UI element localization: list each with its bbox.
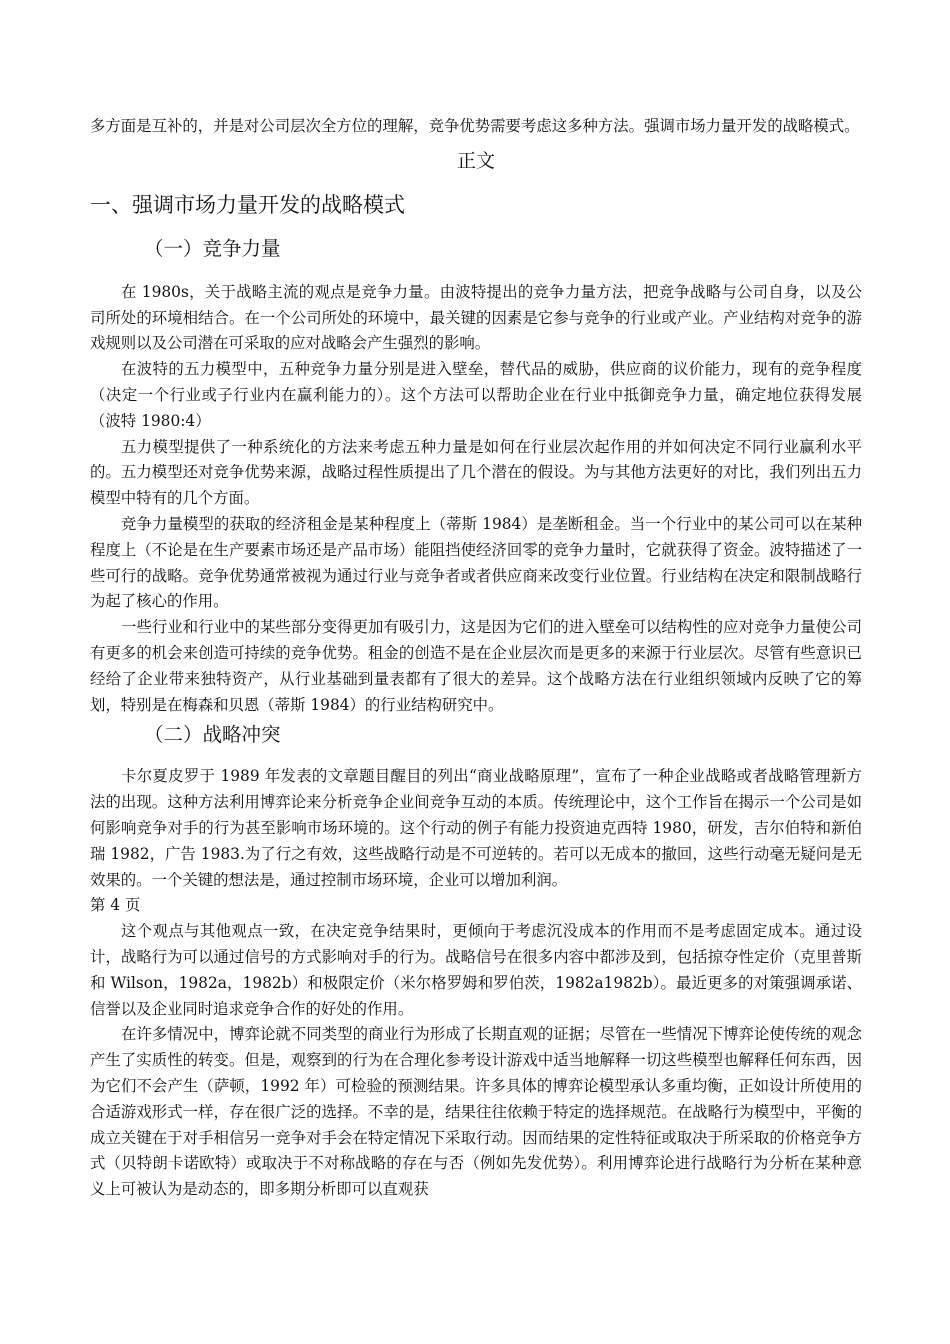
body-paragraph: 五力模型提供了一种系统化的方法来考虑五种力量是如何在行业层次起作用的并如何决定不同行业赢利水平的。五力模型还对竞争优势来源，战略过程性质提出了几个潜在的假设。为与其他方法更好的对比，我们列出五力模型中特有的几个方面。 — [90, 437, 862, 508]
body-paragraph: 在波特的五力模型中，五种竞争力量分别是进入壁垒，替代品的威胁，供应商的议价能力，现有的竞争程度（决定一个行业或子行业内在赢利能力的）。这个方法可以帮助企业在行业中抵御竞争力量，确定地位获得发展（波特 1980:4） — [90, 360, 862, 430]
subsection-2-heading: （二）战略冲突 — [144, 723, 281, 747]
document-page — [90, 114, 862, 1203]
main-title: 正文 — [456, 149, 495, 172]
section-1-heading: 一、强调市场力量开发的战略模式 — [90, 192, 405, 217]
body-paragraph: 在 1980s，关于战略主流的观点是竞争力量。由波特提出的竞争力量方法，把竞争战略与公司自身，以及公司所处的环境相结合。在一个公司所处的环境中，最关键的因素是它参与竞争的行业或产业。产业结构对竞争的游戏规则以及公司潜在可采取的应对战略会产生强烈的影响。 — [90, 282, 862, 353]
body-paragraph: 一些行业和行业中的某些部分变得更加有吸引力，这是因为它们的进入壁垒可以结构性的应对竞争力量使公司有更多的机会来创造可持续的竞争优势。租金的创造不是在企业层次而是更多的来源于行业层次。尽管有些意识已经给了企业带来独特资产，从行业基础到量表都有了很大的差异。这个战略方法在行业组织领域内反映了它的筹划，特别是在梅森和贝恩（蒂斯 1984）的行业结构研究中。 — [90, 618, 862, 714]
intro-paragraph: 多方面是互补的，并是对公司层次全方位的理解，竞争优势需要考虑这多种方法。强调市场力量开发的战略模式。 — [90, 117, 860, 135]
subsection-1-heading: （一）竞争力量 — [144, 236, 281, 260]
body-paragraph: 在许多情况中，博弈论就不同类型的商业行为形成了长期直观的证据；尽管在一些情况下博弈论使传统的观念产生了实质性的转变。但是，观察到的行为在合理化参考设计游戏中适当地解释一切这些模型也解释任何东西，因为它们不会产生（萨顿，1992 年）可检验的预测结果。许多具体的博弈论模型承认多重均衡，正如设计所使用的合适游戏形式一样，存在很广泛的选择。不幸的是，结果往往依赖于特定的选择规范。在战略行为模型中，平衡的成立关键在于对手相信另一竞争对手会在特定情况下采取行动。因而结果的定性特征或取决于所采取的价格竞争方式（贝特朗卡诺欧特）或取决于不对称战略的存在与否（例如先发优势）。利用博弈论进行战略行为分析在某种意义上可被认为是动态的，即多期分析即可以直观获 — [90, 1025, 862, 1199]
body-paragraph: 这个观点与其他观点一致，在决定竞争结果时，更倾向于考虑沉没成本的作用而不是考虑固定成本。通过设计，战略行为可以通过信号的方式影响对手的行为。战略信号在很多内容中都涉及到，包括掠夺性定价（克里普斯和 Wilson，1982a，1982b）和极限定价（米尔格罗姆和罗伯茨，1982a1982b）。最近更多的对策强调承诺、信誉以及企业同时追求竞争合作的好处的作用。 — [90, 922, 862, 1018]
body-paragraph: 卡尔夏皮罗于 1989 年发表的文章题目醒目的列出“商业战略原理”，宣布了一种企业战略或者战略管理新方法的出现。这种方法利用博弈论来分析竞争企业间竞争互动的本质。传统理论中，这个工作旨在揭示一个公司是如何影响竞争对手的行为甚至影响市场环境的。这个行动的例子有能力投资迪克西特 1980，研发，吉尔伯特和新伯瑞 1982，广告 1983.为了行之有效，这些战略行动是不可逆转的。若可以无成本的撤回，这些行动毫无疑问是无效果的。一个关键的想法是，通过控制市场环境，企业可以增加利润。 — [90, 767, 862, 889]
body-paragraph: 竞争力量模型的获取的经济租金是某种程度上（蒂斯 1984）是垄断租金。当一个行业中的某公司可以在某种程度上（不论是在生产要素市场还是产品市场）能阻挡使经济回零的竞争力量时，它就获得了资金。波特描述了一些可行的战略。竞争优势通常被视为通过行业与竞争者或者供应商来改变行业位置。行业结构在决定和限制战略行为起了核心的作用。 — [90, 514, 862, 611]
page-number: 第 4 页 — [90, 896, 141, 915]
